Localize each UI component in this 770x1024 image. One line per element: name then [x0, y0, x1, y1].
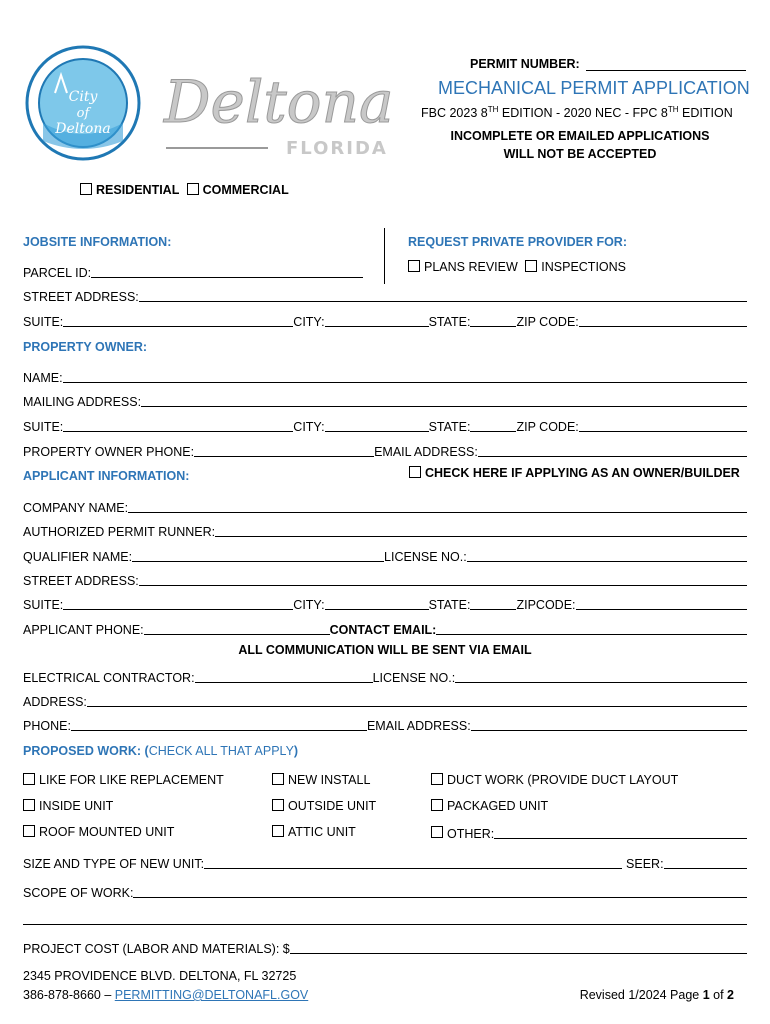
qualifier-license-label: LICENSE NO.:	[384, 550, 467, 564]
city-field[interactable]	[325, 314, 429, 327]
cost-field[interactable]	[290, 941, 747, 954]
parcel-id-field[interactable]	[91, 265, 363, 278]
suite-field[interactable]	[63, 314, 293, 327]
like-for-like-label: LIKE FOR LIKE REPLACEMENT	[39, 773, 224, 787]
state-label: STATE:	[428, 315, 471, 329]
new-install-label: NEW INSTALL	[288, 773, 371, 787]
scope-field-continued[interactable]	[23, 924, 747, 925]
city-label: CITY:	[293, 315, 325, 329]
email-notice: ALL COMMUNICATION WILL BE SENT VIA EMAIL	[238, 643, 532, 657]
commercial-checkbox[interactable]	[187, 183, 199, 195]
option-inside-unit	[23, 799, 113, 813]
applicant-suite-label: SUITE:	[23, 598, 64, 612]
owner-builder-option	[409, 466, 740, 480]
owner-email-label: EMAIL ADDRESS:	[374, 445, 478, 459]
warning-line-2: WILL NOT BE ACCEPTED	[503, 147, 657, 161]
scope-label: SCOPE OF WORK:	[23, 886, 134, 900]
footer-email-link[interactable]: PERMITTING@DELTONAFL.GOV	[114, 988, 309, 1002]
suite-label: SUITE:	[23, 315, 64, 329]
option-packaged-unit	[431, 799, 548, 813]
owner-phone-label: PROPERTY OWNER PHONE:	[23, 445, 195, 459]
qualifier-row	[23, 546, 747, 564]
attic-unit-label: ATTIC UNIT	[288, 825, 356, 839]
page-total: 2	[727, 988, 734, 1002]
runner-label: AUTHORIZED PERMIT RUNNER:	[23, 525, 216, 539]
residential-checkbox[interactable]	[80, 183, 92, 195]
jobsite-street-row	[23, 286, 747, 304]
electrical-phone-field[interactable]	[71, 718, 367, 731]
inspections-label: INSPECTIONS	[541, 260, 627, 274]
roof-mounted-checkbox[interactable]	[23, 825, 35, 837]
mailing-label: MAILING ADDRESS:	[23, 395, 142, 409]
zip-field[interactable]	[579, 314, 747, 327]
plans-review-checkbox[interactable]	[408, 260, 420, 272]
svg-text:FLORIDA: FLORIDA	[286, 138, 388, 158]
cost-row	[23, 938, 747, 956]
size-type-label: SIZE AND TYPE OF NEW UNIT:	[23, 857, 205, 871]
footer-phone: 386-878-8660 –	[23, 988, 115, 1002]
plans-review-label: PLANS REVIEW	[424, 260, 518, 274]
footer-address: 2345 PROVIDENCE BLVD. DELTONA, FL 32725	[23, 969, 297, 983]
provider-heading: REQUEST PRIVATE PROVIDER FOR:	[408, 235, 628, 249]
applicant-city-label: CITY:	[293, 598, 325, 612]
duct-work-checkbox[interactable]	[431, 773, 443, 785]
other-label: OTHER:	[447, 827, 495, 841]
revised-label: Revised 1/2024 Page	[579, 988, 703, 1002]
section-divider	[384, 228, 385, 284]
option-new-install	[272, 773, 370, 787]
electrical-email-field[interactable]	[471, 718, 747, 731]
owner-name-row	[23, 367, 747, 385]
edition-th: TH	[487, 105, 499, 114]
electrical-contractor-field[interactable]	[195, 670, 373, 683]
street-label: STREET ADDRESS:	[23, 290, 139, 304]
inspections-checkbox[interactable]	[525, 260, 537, 272]
edition-th2: TH	[667, 105, 679, 114]
city-logo-wordmark	[158, 58, 398, 158]
electrical-license-label: LICENSE NO.:	[372, 671, 456, 685]
qualifier-label: QUALIFIER NAME:	[23, 550, 133, 564]
inside-unit-label: INSIDE UNIT	[39, 799, 114, 813]
svg-text:Deltona: Deltona	[164, 68, 394, 136]
work-heading-a: PROPOSED WORK: (	[23, 744, 149, 758]
applicant-street-label: STREET ADDRESS:	[23, 574, 139, 588]
owner-heading: PROPERTY OWNER:	[23, 340, 148, 354]
electrical-phone-label: PHONE:	[23, 719, 71, 733]
company-field[interactable]	[128, 500, 747, 513]
contact-email-field[interactable]	[436, 622, 747, 635]
applicant-state-field[interactable]	[470, 597, 516, 610]
owner-state-label: STATE:	[428, 420, 471, 434]
owner-builder-label: CHECK HERE IF APPLYING AS AN OWNER/BUILDER	[425, 466, 740, 480]
runner-field[interactable]	[215, 524, 747, 537]
company-row	[23, 497, 747, 515]
applicant-phone-field[interactable]	[144, 622, 330, 635]
permit-type	[80, 183, 289, 197]
applicant-zip-field[interactable]	[576, 597, 747, 610]
owner-city-field[interactable]	[325, 419, 429, 432]
applicant-suite-row	[23, 594, 747, 612]
other-checkbox[interactable]	[431, 826, 443, 838]
code-editions	[421, 105, 733, 120]
mailing-field[interactable]	[141, 394, 747, 407]
packaged-unit-label: PACKAGED UNIT	[447, 799, 549, 813]
other-field[interactable]	[494, 826, 747, 839]
footer-contact	[23, 988, 308, 1002]
edition-mid: EDITION - 2020 NEC - FPC 8	[498, 106, 668, 121]
scope-row	[23, 882, 747, 900]
applicant-phone-row	[23, 619, 747, 637]
owner-mailing-row	[23, 391, 747, 409]
applicant-suite-field[interactable]	[63, 597, 293, 610]
option-attic-unit	[272, 825, 356, 839]
owner-zip-label: ZIP CODE:	[516, 420, 579, 434]
owner-zip-field[interactable]	[579, 419, 747, 432]
owner-email-field[interactable]	[478, 444, 747, 457]
permit-number-field[interactable]	[586, 70, 746, 71]
packaged-unit-checkbox[interactable]	[431, 799, 443, 811]
edition-end: EDITION	[678, 106, 733, 121]
option-other	[431, 823, 747, 841]
option-duct-work	[431, 773, 678, 787]
owner-phone-field[interactable]	[194, 444, 374, 457]
new-install-checkbox[interactable]	[272, 773, 284, 785]
outside-unit-checkbox[interactable]	[272, 799, 284, 811]
size-type-field[interactable]	[204, 856, 622, 869]
residential-label: RESIDENTIAL	[96, 183, 180, 197]
electrical-address-row	[23, 691, 747, 709]
applicant-zip-label: ZIPCODE:	[516, 598, 576, 612]
option-like-for-like	[23, 773, 224, 787]
zip-label: ZIP CODE:	[516, 315, 579, 329]
owner-suite-row	[23, 416, 747, 434]
state-field[interactable]	[470, 314, 516, 327]
footer-page-info	[580, 988, 734, 1002]
jobsite-heading: JOBSITE INFORMATION:	[23, 235, 172, 249]
applicant-street-field[interactable]	[139, 573, 747, 586]
work-heading-c: )	[293, 744, 299, 758]
provider-options	[408, 260, 626, 274]
qualifier-field[interactable]	[132, 549, 384, 562]
electrical-contractor-row	[23, 667, 747, 685]
attic-unit-checkbox[interactable]	[272, 825, 284, 837]
electrical-address-label: ADDRESS:	[23, 695, 87, 709]
owner-suite-field[interactable]	[63, 419, 293, 432]
applicant-heading: APPLICANT INFORMATION:	[23, 469, 190, 483]
seer-field[interactable]	[664, 856, 747, 869]
parcel-id-row	[23, 262, 363, 280]
svg-text:of: of	[76, 106, 90, 121]
city-seal	[25, 45, 141, 161]
commercial-label: COMMERCIAL	[202, 183, 289, 197]
warning-line-1: INCOMPLETE OR EMAILED APPLICATIONS	[450, 129, 710, 143]
electrical-email-label: EMAIL ADDRESS:	[366, 719, 471, 733]
inside-unit-checkbox[interactable]	[23, 799, 35, 811]
electrical-contractor-label: ELECTRICAL CONTRACTOR:	[23, 671, 195, 685]
owner-name-label: NAME:	[23, 371, 63, 385]
outside-unit-label: OUTSIDE UNIT	[288, 799, 377, 813]
edition-fbc: FBC 2023 8	[421, 106, 488, 121]
roof-mounted-label: ROOF MOUNTED UNIT	[39, 825, 175, 839]
owner-name-field[interactable]	[63, 370, 747, 383]
page-of: of	[709, 988, 728, 1002]
electrical-phone-row	[23, 715, 747, 733]
permit-number-label: PERMIT NUMBER:	[470, 57, 580, 71]
owner-city-label: CITY:	[293, 420, 325, 434]
form-title: MECHANICAL PERMIT APPLICATION	[438, 78, 750, 98]
runner-row	[23, 521, 747, 539]
owner-suite-label: SUITE:	[23, 420, 64, 434]
parcel-id-label: PARCEL ID:	[23, 266, 92, 280]
option-roof-mounted	[23, 825, 174, 839]
work-heading-b: CHECK ALL THAT APPLY	[148, 744, 294, 758]
owner-builder-checkbox[interactable]	[409, 466, 421, 478]
applicant-phone-label: APPLICANT PHONE:	[23, 623, 144, 637]
owner-phone-row	[23, 441, 747, 459]
duct-work-label: DUCT WORK (PROVIDE DUCT LAYOUT	[447, 773, 679, 787]
page-number: 1	[702, 988, 710, 1002]
cost-label: PROJECT COST (LABOR AND MATERIALS): $	[23, 942, 290, 956]
applicant-state-label: STATE:	[428, 598, 471, 612]
scope-field[interactable]	[133, 885, 747, 898]
qualifier-license-field[interactable]	[467, 549, 747, 562]
electrical-address-field[interactable]	[87, 694, 747, 707]
size-type-row	[23, 853, 747, 871]
seer-label: SEER:	[626, 857, 664, 871]
owner-state-field[interactable]	[470, 419, 516, 432]
electrical-license-field[interactable]	[455, 670, 747, 683]
like-for-like-checkbox[interactable]	[23, 773, 35, 785]
company-label: COMPANY NAME:	[23, 501, 129, 515]
option-outside-unit	[272, 799, 376, 813]
svg-text:Deltona: Deltona	[55, 121, 111, 137]
applicant-city-field[interactable]	[325, 597, 429, 610]
svg-text:City: City	[68, 89, 98, 105]
applicant-street-row	[23, 570, 747, 588]
proposed-work-heading	[23, 744, 298, 758]
jobsite-suite-row	[23, 311, 747, 329]
street-field[interactable]	[139, 289, 747, 302]
contact-email-label: CONTACT EMAIL:	[329, 623, 437, 637]
